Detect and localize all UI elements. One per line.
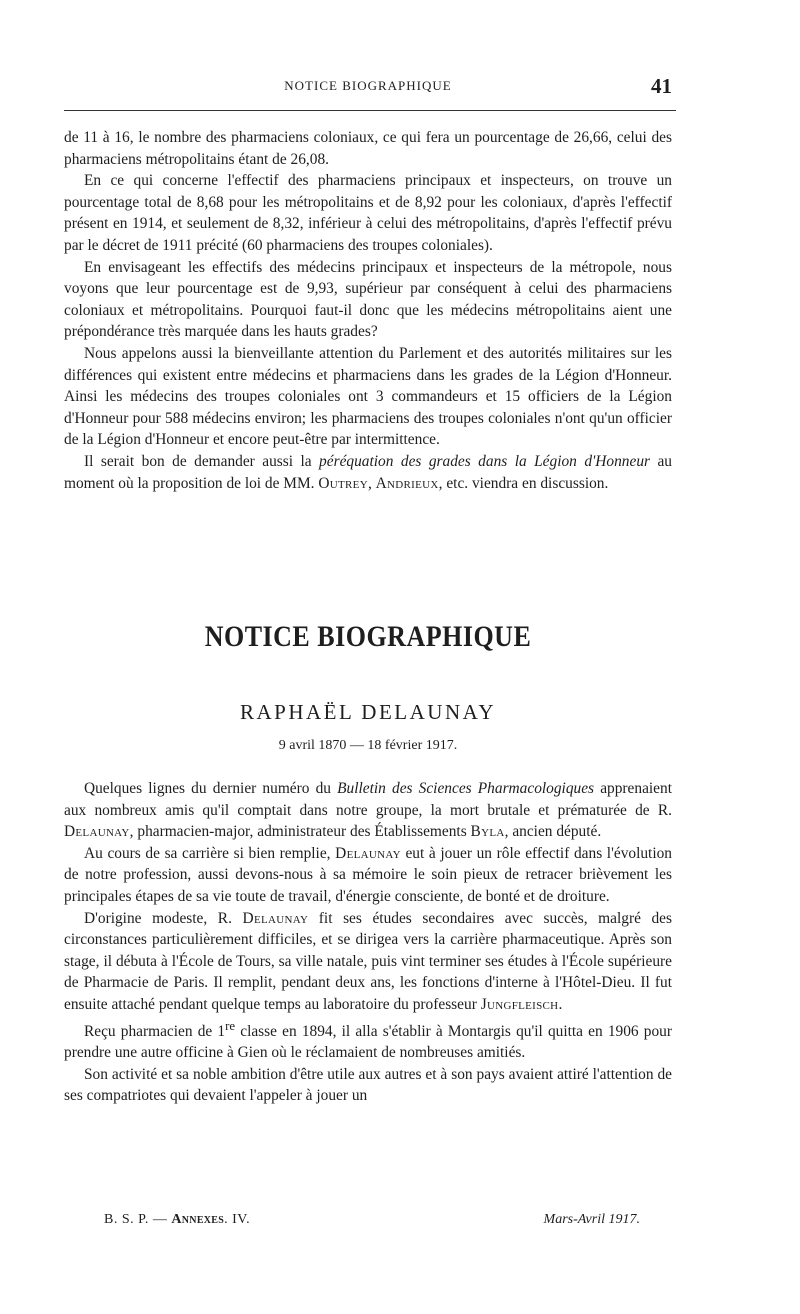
superscript: re bbox=[225, 1018, 236, 1033]
italic-run: péréquation des grades dans la Légion d'Honneur bbox=[319, 452, 651, 470]
text-run: , etc. viendra en discussion. bbox=[438, 474, 609, 492]
name-outrey: Outrey bbox=[318, 474, 368, 492]
person-name: RAPHAËL DELAUNAY bbox=[239, 700, 497, 724]
text-run: eut à jouer un rôle effectif dans l'évolution de notre profession, aussi devons-nous à sa mémoire le soin pieux de retracer brièvement les principales étapes de sa vie toute de travail, d'énergie consciente, de bonté et de droiture. bbox=[64, 844, 672, 905]
biography-text bbox=[64, 778, 672, 1107]
bio-paragraph-1 bbox=[64, 778, 672, 843]
text-run: apprenaient aux nombreux amis qu'il comptait dans notre groupe, la mort brutale et prématurée de R. bbox=[64, 780, 672, 819]
text-run: . bbox=[558, 995, 563, 1013]
header-rule bbox=[64, 110, 676, 111]
bio-paragraph-5: Son activité et sa noble ambition d'être utile aux autres et à son pays avaient attiré l'attention de ses compatriotes qui devaient l'appeler à jouer un bbox=[64, 1065, 672, 1105]
name-andrieux: Andrieux bbox=[375, 474, 439, 492]
paragraph-2: En ce qui concerne l'effectif des pharmaciens principaux et inspecteurs, on trouve un pourcentage total de 8,68 pour les métropolitains et de 8,92 pour les coloniaux, d'après l'effectif présent en 1914, et seulement de 8,32, inférieur à celui des métropolitains, d'après l'effectif prévu par le décret de 1911 précité (60 pharmaciens des troupes coloniales). bbox=[64, 172, 672, 254]
text-run: Il serait bon de demander aussi la bbox=[84, 452, 320, 470]
bio-paragraph-4 bbox=[64, 1016, 672, 1064]
bio-paragraph-2 bbox=[64, 843, 672, 908]
text-run: classe en 1894, il alla s'établir à Montargis qu'il quitta en 1906 pour prendre une autre officine à Gien où le réclamaient de nombreuses amitiés. bbox=[64, 1022, 672, 1062]
text-run: . IV. bbox=[224, 1212, 251, 1227]
text-run: Reçu pharmacien de 1 bbox=[84, 1022, 226, 1040]
page-header bbox=[64, 76, 672, 100]
paragraph-1: de 11 à 16, le nombre des pharmaciens coloniaux, ce qui fera un pourcentage de 26,66, celui des pharmaciens métropolitains étant de 26,08. bbox=[64, 129, 672, 168]
name-delaunay: Delaunay bbox=[242, 909, 309, 927]
bio-paragraph-3 bbox=[64, 908, 672, 1016]
text-run: , bbox=[367, 474, 376, 492]
text-run: Au cours de sa carrière si bien remplie, bbox=[84, 844, 336, 862]
name-byla: Byla bbox=[470, 823, 505, 841]
footer-date: Mars-Avril 1917. bbox=[543, 1212, 640, 1227]
footer-left bbox=[104, 1212, 250, 1228]
name-delaunay: Delaunay bbox=[64, 823, 130, 841]
name-delaunay: Delaunay bbox=[335, 844, 401, 862]
text-run: D'origine modeste, R. bbox=[84, 909, 243, 927]
paragraph-5 bbox=[64, 451, 672, 494]
section-title: NOTICE BIOGRAPHIQUE bbox=[204, 620, 532, 653]
running-title: NOTICE BIOGRAPHIQUE bbox=[284, 78, 452, 93]
text-run: au moment où la proposition de loi de MM. bbox=[64, 452, 673, 492]
paragraph-3: En envisageant les effectifs des médecins principaux et inspecteurs de la métropole, nous voyons que leur pourcentage est de 9,93, supérieur par conséquent à celui des pharmaciens coloniaux et métropolitains. Pourquoi faut-il donc que les médecins métropolitains aient une prépondérance très marquée dans les hauts grades? bbox=[64, 258, 672, 341]
life-dates: 9 avril 1870 — 18 février 1917. bbox=[278, 738, 458, 753]
page-footer bbox=[104, 1212, 672, 1234]
text-run: fit ses études secondaires avec succès, malgré des circonstances particulièrement difficiles, et se dirigea vers la carrière pharmaceutique. Après son stage, il débuta à l'École de Tours, sa ville natale, puis vint terminer ses études à l'École supérieure de Pharmacie de Paris. Il remplit, pendant deux ans, les fonctions d'interne à l'Hôtel-Dieu. Il fut ensuite attaché pendant quelque temps au laboratoire du professeur bbox=[64, 909, 673, 1013]
footer-annexes: Annexes bbox=[171, 1212, 225, 1227]
text-run: Quelques lignes du dernier numéro du bbox=[84, 780, 338, 797]
italic-run: Bulletin des Sciences Pharmacologiques bbox=[337, 780, 595, 797]
name-jungfleisch: Jungfleisch bbox=[480, 995, 559, 1013]
text-run: , ancien député. bbox=[504, 823, 602, 841]
paragraph-4: Nous appelons aussi la bienveillante attention du Parlement et des autorités militaires sur les différences qui existent entre médecins et pharmaciens dans les grades de la Légion d'Honneur. Ainsi les médecins des troupes coloniales ont 3 commandeurs et 15 officiers de la Légion d'Honneur pour 588 médecins environ; les pharmaciens des troupes coloniales n'ont qu'un officier de la Légion d'Honneur et encore peut-être par intermittence. bbox=[64, 344, 672, 449]
text-run: B. S. P. — bbox=[104, 1212, 172, 1227]
text-run: , pharmacien-major, administrateur des Établissements bbox=[129, 823, 471, 841]
main-text bbox=[64, 127, 672, 494]
page-number: 41 bbox=[651, 74, 672, 98]
